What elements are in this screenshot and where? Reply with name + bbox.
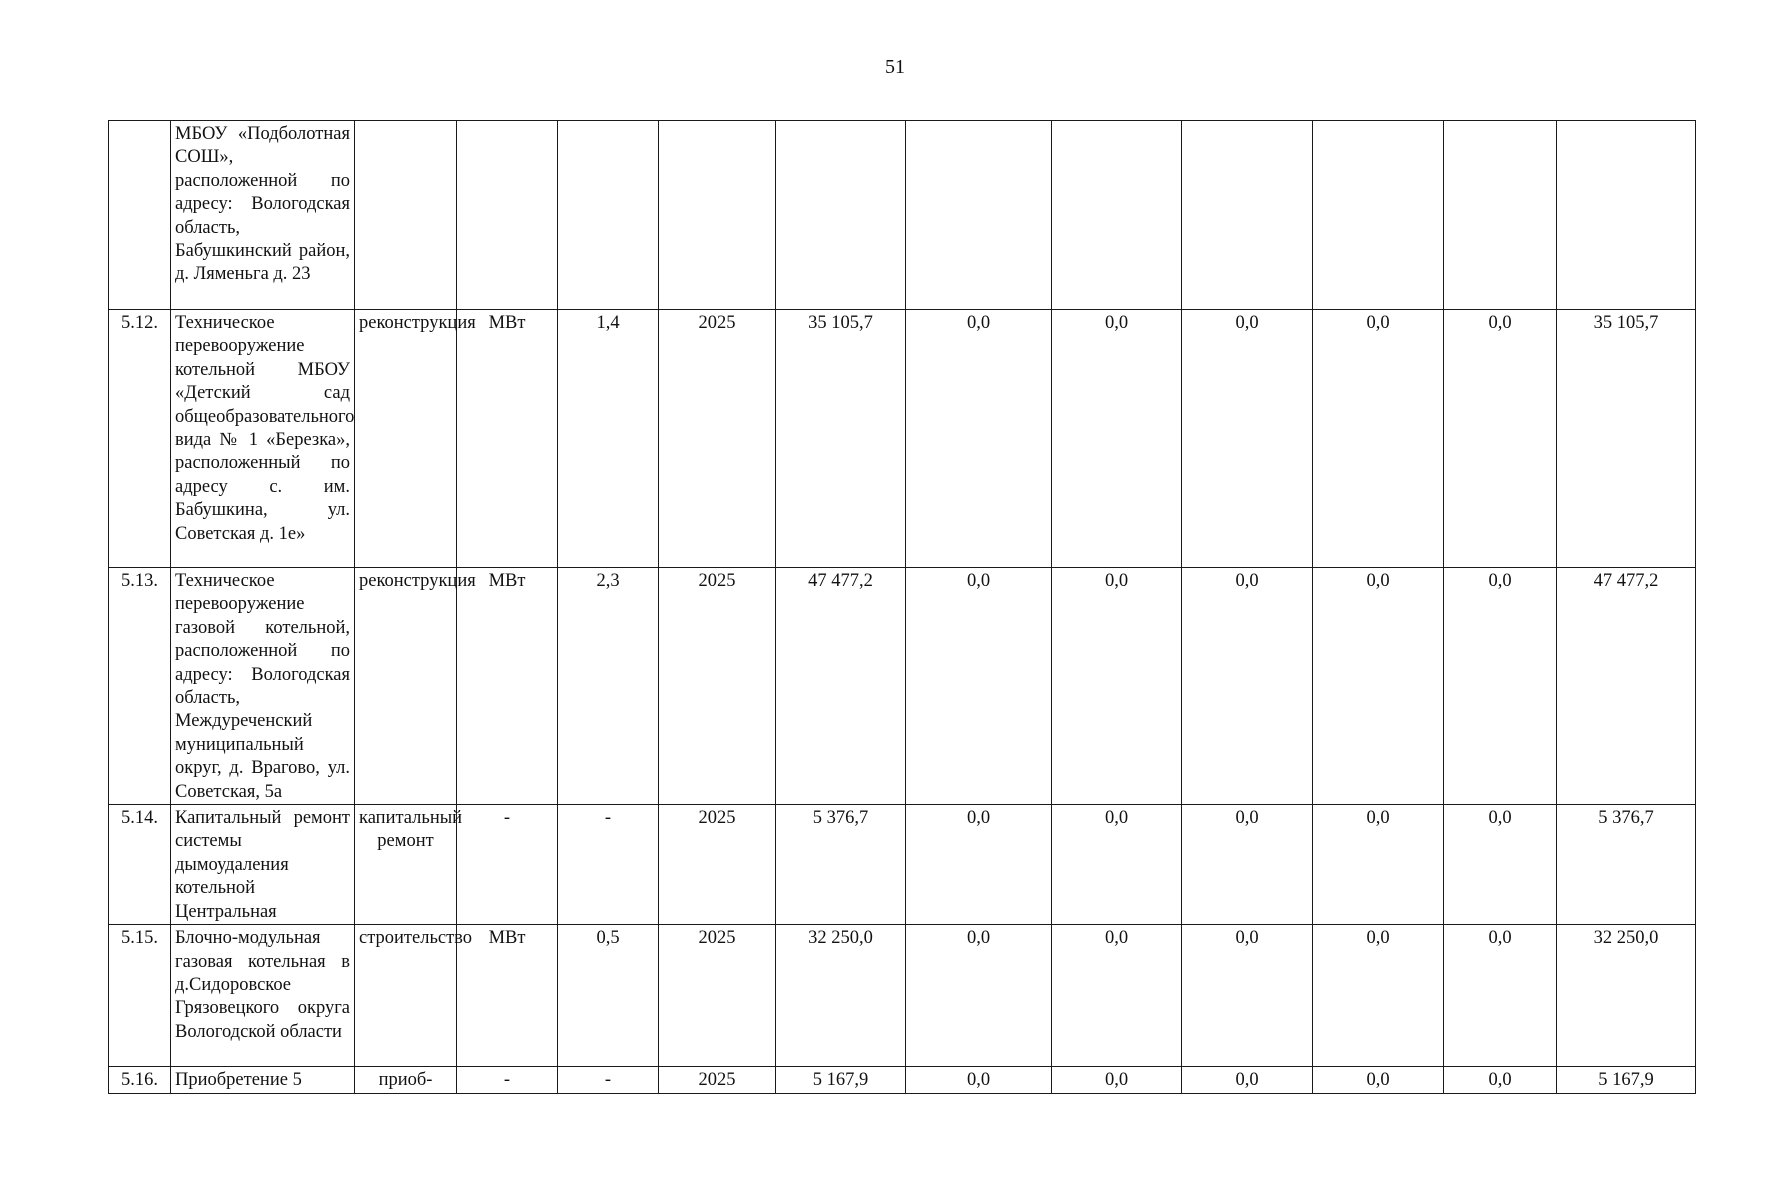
row-year: 2025	[659, 1067, 776, 1093]
table-row	[109, 925, 1696, 1067]
row-power: -	[558, 805, 659, 925]
row-value: 0,0	[906, 805, 1052, 925]
row-number: 5.12.	[109, 310, 171, 568]
row-year: 2025	[659, 925, 776, 1067]
row-value: 47 477,2	[776, 568, 906, 805]
row-value: 32 250,0	[776, 925, 906, 1067]
row-value	[1052, 121, 1182, 310]
row-value: 0,0	[1052, 310, 1182, 568]
row-unit: МВт	[457, 568, 558, 805]
row-unit: МВт	[457, 925, 558, 1067]
row-work-type: капитальный ремонт	[355, 805, 457, 925]
row-number: 5.14.	[109, 805, 171, 925]
row-value: 0,0	[1444, 805, 1557, 925]
row-name: Блочно-модульная газовая котельная в д.Сидоровское Грязовецкого округа Вологодской области	[171, 925, 355, 1067]
row-unit: МВт	[457, 310, 558, 568]
row-value: 35 105,7	[1557, 310, 1696, 568]
row-value: 0,0	[1052, 925, 1182, 1067]
row-value: 0,0	[1444, 1067, 1557, 1093]
row-value: 0,0	[1052, 1067, 1182, 1093]
row-value: 0,0	[1182, 805, 1313, 925]
row-value	[1444, 121, 1557, 310]
row-value: 0,0	[1182, 925, 1313, 1067]
row-number: 5.16.	[109, 1067, 171, 1093]
table-row	[109, 805, 1696, 925]
row-value: 0,0	[906, 1067, 1052, 1093]
row-value: 47 477,2	[1557, 568, 1696, 805]
row-value: 0,0	[906, 310, 1052, 568]
row-value: 35 105,7	[776, 310, 906, 568]
row-value: 0,0	[906, 925, 1052, 1067]
table-row-continued	[109, 121, 1696, 310]
row-power	[558, 121, 659, 310]
row-work-type: реконструкция	[355, 568, 457, 805]
row-name: Техническое перевооружение газовой котельной, расположенной по адресу: Вологодская область, Междуреченский муниципальный округ, д. Врагово, ул. Советская, 5а	[171, 568, 355, 805]
row-value: 0,0	[1313, 925, 1444, 1067]
row-unit: -	[457, 1067, 558, 1093]
row-value: 0,0	[1182, 1067, 1313, 1093]
row-year: 2025	[659, 805, 776, 925]
row-value: 5 376,7	[776, 805, 906, 925]
table-row	[109, 1067, 1696, 1093]
row-value: 5 167,9	[1557, 1067, 1696, 1093]
row-number: 5.13.	[109, 568, 171, 805]
row-value: 0,0	[1052, 805, 1182, 925]
row-number	[109, 121, 171, 310]
row-value: 0,0	[1313, 310, 1444, 568]
row-value: 0,0	[1182, 568, 1313, 805]
row-value	[1313, 121, 1444, 310]
row-value: 0,0	[1313, 1067, 1444, 1093]
row-value: 5 167,9	[776, 1067, 906, 1093]
row-value: 0,0	[906, 568, 1052, 805]
row-value	[906, 121, 1052, 310]
row-value: 0,0	[1182, 310, 1313, 568]
row-power: 2,3	[558, 568, 659, 805]
investment-table	[108, 120, 1696, 1094]
row-value	[1557, 121, 1696, 310]
row-work-type	[355, 121, 457, 310]
row-name: Капитальный ремонт системы дымоудаления котельной Центральная	[171, 805, 355, 925]
row-power: 1,4	[558, 310, 659, 568]
row-value: 0,0	[1313, 805, 1444, 925]
row-value: 5 376,7	[1557, 805, 1696, 925]
row-number: 5.15.	[109, 925, 171, 1067]
row-year	[659, 121, 776, 310]
row-year: 2025	[659, 568, 776, 805]
row-year: 2025	[659, 310, 776, 568]
row-name: Техническое перевооружение котельной МБОУ «Детский сад общеобразовательного вида № 1 «Березка», расположенный по адресу с. им. Бабушкина, ул. Советская д. 1е»	[171, 310, 355, 568]
row-value: 0,0	[1052, 568, 1182, 805]
row-work-type: реконструкция	[355, 310, 457, 568]
row-value	[776, 121, 906, 310]
row-value: 0,0	[1444, 925, 1557, 1067]
table-row	[109, 568, 1696, 805]
row-work-type: строительство	[355, 925, 457, 1067]
row-unit	[457, 121, 558, 310]
row-value: 0,0	[1444, 568, 1557, 805]
table-row	[109, 310, 1696, 568]
row-value: 0,0	[1313, 568, 1444, 805]
row-name: Приобретение 5	[171, 1067, 355, 1093]
row-value: 32 250,0	[1557, 925, 1696, 1067]
row-value	[1182, 121, 1313, 310]
row-power: -	[558, 1067, 659, 1093]
row-power: 0,5	[558, 925, 659, 1067]
row-work-type: приоб-	[355, 1067, 457, 1093]
row-name: МБОУ «Подболотная СОШ», расположенной по адресу: Вологодская область, Бабушкинский район, д. Ляменьга д. 23	[171, 121, 355, 310]
row-unit: -	[457, 805, 558, 925]
page-number: 51	[885, 56, 905, 78]
row-value: 0,0	[1444, 310, 1557, 568]
